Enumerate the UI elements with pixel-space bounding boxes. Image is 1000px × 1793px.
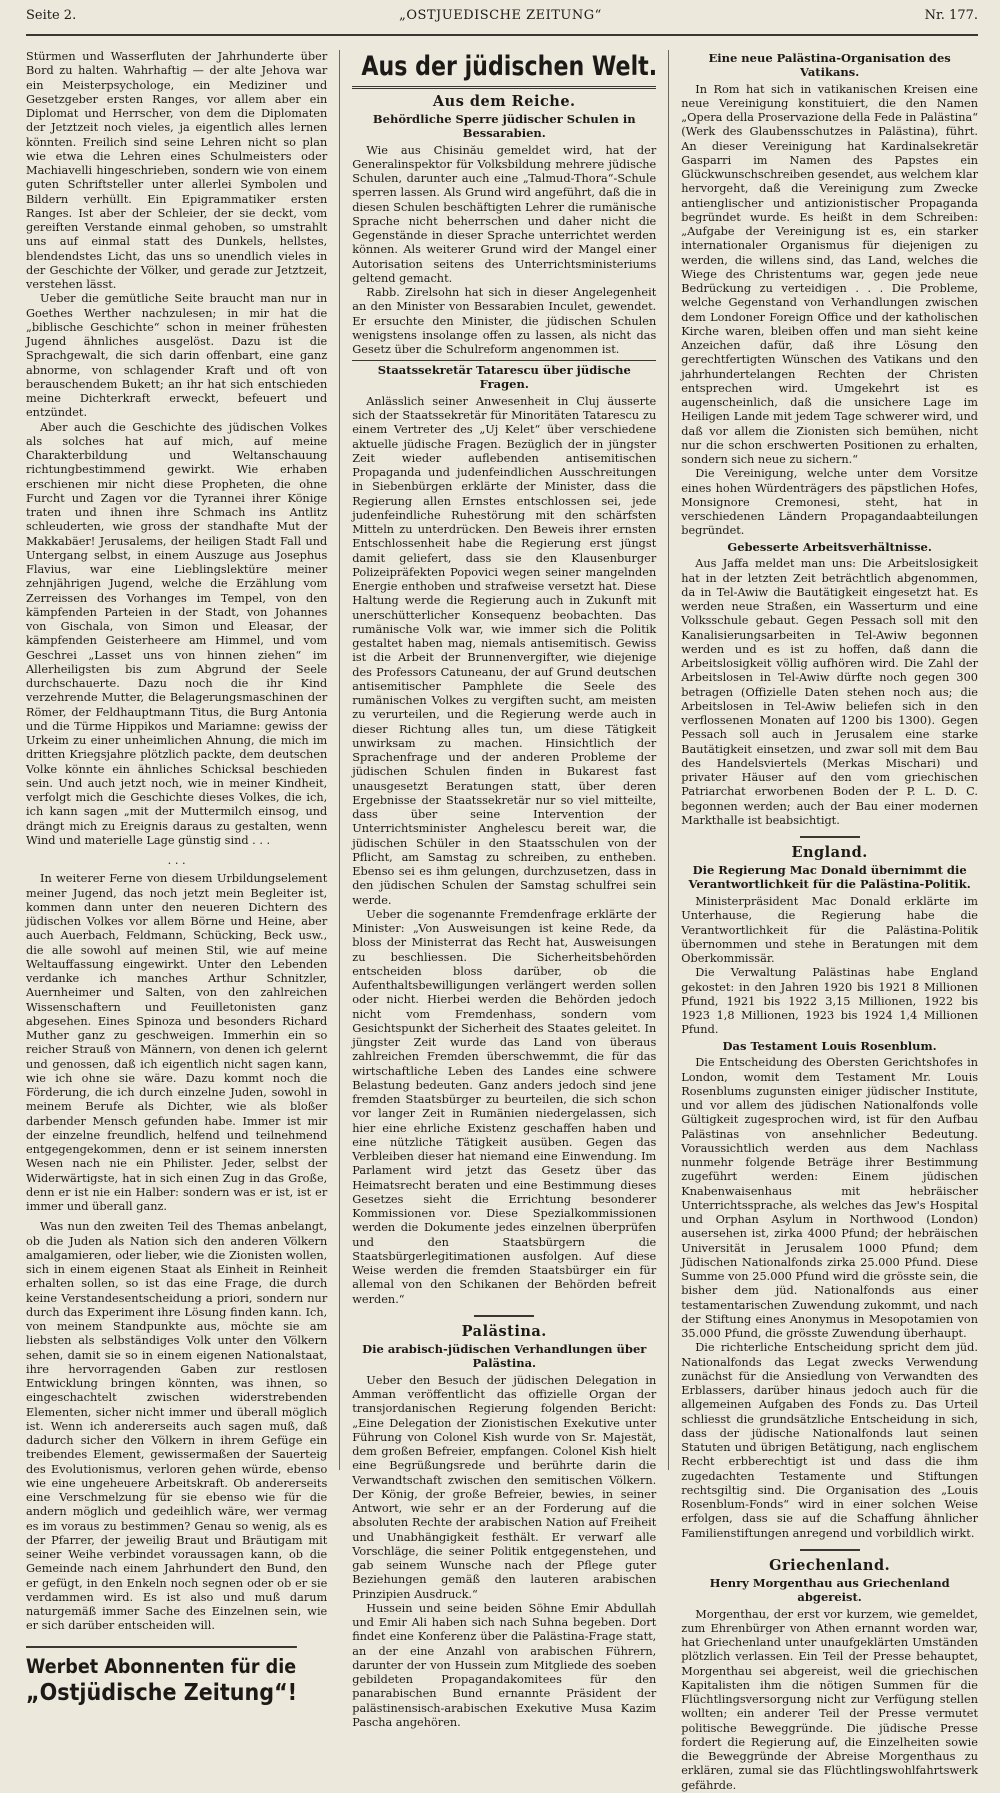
paragraph: Die Entscheidung des Obersten Gerichtshofes in London, womit dem Testament Mr. Louis Rosenblums zugunsten einiger jüdischer Institute, und vor allem des jüdischen Nationalfonds volle Gültigkeit zugesprochen wird, ist für den Aufbau Palästinas von ansehnlicher Bedeutung. Voraussichtlich werden aus dem Nachlass nunmehr folgende Beträge ihrer Bestimmung zugeführt werden: Einem jüdischen Knabenwaisenhaus mit hebräischer Unterrichtssprache, als welches das Jew's Hospital und Orphan Asylum in Northwood (London) ausersehen ist, zirka 4000 Pfund; der hebräischen Universität in Jerusalem 1000 Pfund; dem Jüdischen Nationalfonds zirka 25.000 Pfund. Diese Summe von 25.000 Pfund wird die grösste sein, die bisher dem jüd. Nationalfonds aus einer testamentarischen Zuwendung zukommt, und nach der Stiftung eines Anonymus in Mesopotamien von 35.000 Pfund, die grösste Zuwendung überhaupt. [681,1056,978,1341]
separator-dots: . . . [167,854,186,867]
paragraph: Aber auch die Geschichte des jüdischen Volkes als solches hat auf mich, auf meine Charakterbildung und Weltanschauung richtungbestimmend gewirkt. Wie erhaben erschienen mir nicht diese Propheten, die ohne Furcht und Zagen vor die Tyrannei ihrer Könige traten und ihnen ihre Schmach ins Antlitz schleuderten, wie gross der standhafte Mut der Makkabäer! Jerusalems, der heiligen Stadt Fall und Untergang selbst, in einem Auszuge aus Josephus Flavius, war eine Lieblingslektüre meiner zehnjährigen Jugend, welche die Erzählung vom Zerreissen des Vorhanges im Tempel, von den kämpfenden Parteien in der Stadt, von Johannes von Gischala, von Simon und Eleasar, der kämpfenden Geisterheere am Himmel, und vom Geschrei „Lasset uns von hinnen ziehen“ im Allerheiligsten bis zum Abgrund der Seele durchschauerte. Dazu noch die ihr Kind verzehrende Mutter, die Belagerungsmaschinen der Römer, der Feldhauptmann Titus, die Burg Antonia und die Türme Hippikos und Mariamne: gewiss der Urkeim zu einer unheimlichen Ahnung, die mich im dritten Kriegsjahre plötzlich packte, dem deutschen Volke könnte ein ähnliches Schicksal beschieden sein. Und auch jetzt noch, wie in meiner Kindheit, verfolgt mich die Geschichte dieses Volkes, die ich, ich kann sagen „mit der Muttermilch einsog, und drängt mich zu Ereignis daraus zu gestalten, wenn Wind und materielle Lage günstig sind . . . [26,420,328,847]
paragraph: Die richterliche Entscheidung spricht dem jüd. Nationalfonds das Legat zwecks Verwendung zunächst für die Ansiedlung von Verwandten des Erblassers, darüber hinaus jedoch auch für die allgemeinen Aufgaben des Fonds zu. Das Urteil schliesst die grundsätzliche Entscheidung in sich, dass der jüdische Nationalfonds laut seinen Statuten und übrigen Betätigung, nach englischem Recht erbberechtigt ist und dass die ihm zugedachten Testamente und Stiftungen rechtsgiltig sind. Die Organisation des „Louis Rosenblum-Fonds“ wird in einer solchen Weise erfolgen, dass sie auf die Schaffung ähnlicher Familienstiftungen anregend und vorbildlich wirkt. [681,1341,978,1540]
section-heading: Palästina. [461,1322,547,1340]
ad-line: „Ostjüdische Zeitung“! [26,1679,298,1706]
section-heading: Aus dem Reiche. [432,92,576,110]
article-headline: Staatssekretär Tatarescu über jüdische Fragen. [377,363,631,392]
article-headline: Die Regierung Mac Donald übernimmt die Verantwortlichkeit für die Palästina-Politik. [688,863,971,892]
page-header [26,8,978,36]
article-headline: Gebesserte Arbeitsverhältnisse. [727,539,932,554]
ad-line: Werbet Abonnenten für die [26,1654,297,1678]
paragraph: Ministerpräsident Mac Donald erklärte im Unterhause, die Regierung habe die Verantwortlichkeit für die Palästina-Politik übernommen und stehe in Beratungen mit dem Oberkommissär. [681,895,978,966]
page-number: Seite 2. [26,8,77,23]
article-headline: Eine neue Palästina-Organisation des Vatikans. [708,51,951,79]
paragraph: In weiterer Ferne von diesem Urbildungselement meiner Jugend, das noch jetzt mein Begleiter ist, kommen dann unter den neueren Dichtern des jüdischen Volkes vor allem Börne und Heine, aber auch Auerbach, Feldmann, Schücking, Beck usw., die alle sowohl auf meinen Stil, wie auf meine Weltauffassung eingewirkt. Unter den Lebenden verdanke ich manches Arthur Schnitzler, Auernheimer und Salten, von den zahlreichen Wissenschaftern und Feuilletonisten ganz abgesehen. Eines Spinoza und besonders Richard Muther ganz zu geschweigen. Immerhin ein so reicher Strauß von Männern, von denen ich gelernt und genossen, daß ich eigentlich nicht sagen kann, wie ich ohne sie wäre. Dazu kommt noch die Förderung, die ich durch einzelne Juden, sowohl in meinem Berufe als Dichter, wie als bloßer darbender Mensch gefunden habe. Immer ist mir der einzelne freundlich, helfend und teilnehmend entgegengekommen, denn er ist seinem innersten Wesen nach nie ein Philister. Jeder, selbst der Widerwärtigste, hat in sich einen Zug in das Große, denn er ist nie ein Halber: sondern was er ist, ist er immer und überall ganz. [26,872,328,1213]
divider [474,1315,534,1317]
section-banner: Aus der jüdischen Welt. [361,51,658,82]
paragraph: Ueber den Besuch der jüdischen Delegation in Amman veröffentlicht das offizielle Organ der transjordanischen Regierung folgenden Bericht: „Eine Delegation der Zionistischen Exekutive unter Führung von Colonel Kish wurde von Sr. Majestät, dem großen Befreier, empfangen. Colonel Kish hielt eine Begrüßungsrede und berührte darin die Verwandtschaft zwischen den semitischen Völkern. Der König, der große Befreier, bewies, in seiner Antwort, wie sehr er an der Forderung auf die absoluten Rechte der arabischen Nation auf Freiheit und Unabhängigkeit festhält. Er verwarf alle Vorschläge, die seiner Politik entgegenstehen, und gab seinem Wunsche nach der Pflege guter Beziehungen gemäß den lauteren arabischen Prinzipien Ausdruck.“ [352,1373,657,1601]
column-left [26,50,340,1706]
divider [352,360,656,361]
divider [352,86,656,89]
section-heading: England. [791,844,868,862]
paragraph: Ueber die sogenannte Fremdenfrage erklärte der Minister: „Von Ausweisungen ist keine Rede, da bloss der Ministerrat das Recht hat, Ausweisungen zu beschliessen. Die Sicherheitsbehörden entscheiden bloss darüber, ob die Aufenthaltsbewilligungen verlängert werden sollen oder nicht. Hierbei werden die Behörden jedoch nicht vom Fremdenhass, sondern vom Gesichtspunkt der Sicherheit des Staates geleitet. In jüngster Zeit wurde das Land von überaus zahlreichen Fremden überschwemmt, die für das wirtschaftliche Leben des Landes eine schwere Belastung bedeuten. Ganz anders jedoch sind jene fremden Staatsbürger zu beurteilen, die sich schon vor langer Zeit in Rumänien niedergelassen, sich hier eine ehrliche Existenz geschaffen haben und eine nützliche Tätigkeit ausüben. Gegen das Verbleiben dieser hat niemand eine Einwendung. Im Parlament wird jetzt das Gesetz über das Heimatsrecht beraten und eine Bestimmung dieses Gesetzes sieht die Errichtung besonderer Kommissionen vor. Diese Spezialkommissionen werden die Dokumente jedes einzelnen überprüfen und den Staatsbürgern die Staatsbürgerlegitimationen ausfolgen. Auf diese Weise werden die fremden Staatsbürger ein für allemal von den Schikanen der Behörden befreit werden.“ [352,907,657,1306]
paragraph: Was nun den zweiten Teil des Themas anbelangt, ob die Juden als Nation sich den anderen Völkern amalgamieren, oder lieber, wie die Zionisten wollen, sich in einem eigenen Staat als Einheit in Reinheit erhalten sollen, so ist das eine Frage, die durch keine Verstandesentscheidung a priori, sondern nur durch das Experiment ihre Lösung finden kann. Ich, von meinem Standpunkte aus, möchte sie am liebsten als selbständiges Volk unter den Völkern sehen, damit sie so in einem eigenen Nationalstaat, ihre hervorragenden Gaben zur restlosen Entwicklung bringen könnten, was ihnen, so eingeschachtelt zwischen widerstrebenden Elementen, sicher nicht immer und überall möglich ist. Wenn ich andererseits auch sagen muß, daß dadurch sicher den Völkern in ihrem Gefüge ein treibendes Element, gewissermaßen der Sauerteig des Evolutionismus, verloren gehen würde, ebenso wie eine ungeheuere Arbeitskraft. Ob andererseits eine Verschmelzung für sie ebenso wie für die andern möglich und gedeihlich wäre, wer vermag es im voraus zu bestimmen? Genau so wenig, als es der Pfarrer, der jeweilig Braut und Bräutigam mit seiner Weihe verbindet voraussagen kann, ob die Gemeinde nach einem Jahrhundert den Bund, den er gefügt, in den Enkeln noch segnen oder ob er sie verdammen wird. Es ist also und muß darum naturgemäß immer Sache des Einzelnen sein, wie er sich darüber entscheiden will. [26,1220,328,1633]
masthead-title: „OSTJUEDISCHE ZEITUNG“ [399,8,602,23]
paragraph: In Rom hat sich in vatikanischen Kreisen eine neue Vereinigung konstituiert, die den Namen „Opera della Proservazione della Fede in Palästina“ (Werk des Glaubensschutzes in Palästina), führt. An dieser Vereinigung hat Kardinalsekretär Gasparri im Namen des Papstes ein Glückwunschschreiben gesendet, aus welchem klar hervorgeht, daß die Vereinigung zum Zwecke antienglischer und antizionistischer Propaganda begründet wurde. Es heißt in dem Schreiben: „Aufgabe der Vereinigung ist es, ein starker internationaler Organismus für diejenigen zu werden, die willens sind, das Land, welches die Wiege des Christentums war, gegen jede neue Bedrückung zu verteidigen . . . Die Probleme, welche Gegenstand von Verhandlungen zwischen dem Londoner Foreign Office und der katholischen Kirche waren, bleiben offen und man sieht keine Anzeichen dafür, daß ihre Lösung den gerechtfertigten Wünschen des Vatikans und den jahrhundertelangen Rechten der Christen entsprechen wird. Umgekehrt ist es augenscheinlich, daß die unsichere Lage im Heiligen Lande mit jedem Tage schwerer wird, und daß vor allem die Zionisten sich bemühen, nicht nur die schon erschwerten Positionen zu erhalten, sondern sich neue zu sichern.“ [681,82,978,467]
paragraph: Die Vereinigung, welche unter dem Vorsitze eines hohen Würdenträgers des päpstlichen Hofes, Monsignore Cremonesi, steht, hat in verschiedenen Ländern Propagandaabteilungen begründet. [681,467,978,538]
paragraph: Die Verwaltung Palästinas habe England gekostet: in den Jahren 1920 bis 1921 8 Millionen Pfund, 1921 bis 1922 3,15 Millionen, 1922 bis 1923 1,8 Millionen, 1923 bis 1924 1,4 Millionen Pfund. [681,966,978,1037]
article-headline: Die arabisch-jüdischen Verhandlungen über Palästina. [362,1342,647,1371]
article-headline: Behördliche Sperre jüdischer Schulen in Bessarabien. [372,111,636,140]
paragraph: Hussein und seine beiden Söhne Emir Abdullah und Emir Ali haben sich nach Suhna begeben. Dort findet eine Konferenz über die Palästina-Frage statt, an der eine Anzahl von arabischen Führern, darunter der von Hussein zum Mitgliede des soeben gebildeten Propagandakomitees für den panarabischen Bund ernannte Präsident der palästinensisch-arabischen Exekutive Musa Kazim Pascha angehören. [352,1601,657,1729]
divider [800,1549,860,1551]
column-middle [340,50,669,1729]
paragraph: Rabb. Zirelsohn hat sich in dieser Angelegenheit an den Minister von Bessarabien Inculet, gewendet. Er ersuchte den Minister, die jüdischen Schulen wenigstens insolange offen zu lassen, als nicht das Gesetz über die Schulreform angenommen ist. [352,286,657,357]
issue-number: Nr. 177. [924,8,978,23]
section-heading: Griechenland. [769,1556,891,1574]
divider [800,836,860,838]
paragraph: Anlässlich seiner Anwesenheit in Cluj äusserte sich der Staatssekretär für Minoritäten Tatarescu zu einem Vertreter des „Uj Kelet“ über verschiedene aktuelle jüdische Fragen. Bezüglich der in jüngster Zeit wieder auflebenden antisemitischen Propaganda und judenfeindlichen Ausschreitungen in Siebenbürgen erklärte der Minister, dass die Regierung allen Ernstes entschlossen sei, jede judenfeindliche Ruhestörung mit den schärfsten Mitteln zu unterdrücken. Den Beweis ihrer ernsten Entschlossenheit habe die Regierung erst jüngst damit geliefert, dass sie den Klausenburger Polizeipräfekten Popovici wegen seiner mangelnden Energie enthoben und strafweise versetzt hat. Diese Haltung werde die Regierung auch in Zukunft mit unerschütterlicher Konsequenz beobachten. Das rumänische Volk war, wie immer sich die Politik gestaltet haben mag, niemals antisemitisch. Gewiss ist die Arbeit der Brunnenvergifter, wie diejenige des Professors Catuneanu, der auf Grund deutschen antisemitischer Pamphlete die Seele des rumänischen Volkes zu vergiften sucht, am meisten zu verurteilen, und die Regierung werde auch in dieser Richtung alles tun, um diese Tätigkeit unwirksam zu machen. Hinsichtlich der Sprachenfrage und der anderen Probleme der jüdischen Schulen finden in Bukarest fast unausgesetzt Beratungen statt, über deren Ergebnisse der Staatssekretär nur so viel mitteilte, dass über seine Intervention der Unterrichtsminister Anghelescu bereit war, die jüdischen Schüler in den Staatsschulen von der Pflicht, am Samstag zu schreiben, zu entheben. Ebenso sei es ihm gelungen, durchzusetzen, dass in den jüdischen Schulen der Samstag schulfrei sein werde. [352,394,657,907]
article-headline: Das Testament Louis Rosenblum. [722,1038,937,1053]
paragraph: Ueber die gemütliche Seite braucht man nur in Goethes Werther nachzulesen; in mir hat die „biblische Geschichte“ schon in meiner frühesten Jugend ähnliches ausgelöst. Dazu ist die Sprachgewalt, die sich darin offenbart, eine ganz abnorme, von schlagender Kraft und oft von berauschendem Bukett; an ihr hat sich entschieden meine Dichterkraft erweckt, befeuert und entzündet. [26,292,328,420]
paragraph: Morgenthau, der erst vor kurzem, wie gemeldet, zum Ehrenbürger von Athen ernannt worden war, hat Griechenland unter unaufgeklärten Umständen plötzlich verlassen. Ein Teil der Presse behauptet, Morgenthau sei abgereist, weil die griechischen Kapitalisten ihm die nötigen Summen für die Flüchtlingsversorgung nicht zur Verfügung stellen wollten; ein anderer Teil der Presse vermutet politische Beweggründe. Die jüdische Presse fordert die Regierung auf, die Einzelheiten sowie die Beweggründe der Abreise Morgenthaus zu erklären, zumal sie das Flüchtlingswohlfahrtswerk gefährde. [681,1607,978,1792]
article-headline: Henry Morgenthau aus Griechenland abgereist. [709,1576,950,1604]
paragraph: Aus Jaffa meldet man uns: Die Arbeitslosigkeit hat in der letzten Zeit beträchtlich abgenommen, da in Tel-Awiw die Bautätigkeit eingesetzt hat. Es werden neue Straßen, ein Wasserturm und eine Volksschule gebaut. Gegen Pessach soll mit den Kanalisierungsarbeiten in Tel-Awiw begonnen werden und es ist zu hoffen, daß dann die Arbeitslosigkeit völlig aufhören wird. Die Zahl der Arbeitslosen in Tel-Awiw dürfte noch gegen 300 betragen (Offizielle Daten stehen noch aus; die Arbeitslosen in Tel-Awiw beliefen sich in den verflossenen Monaten auf 1200 bis 1300). Gegen Pessach soll auch in Jerusalem eine starke Bautätigkeit einsetzen, und zwar soll mit dem Bau des Handelsviertels (Merkas Mischari) und privater Häuser auf den vom griechischen Patriarchat erworbenen Boden der P. L. D. C. begonnen werden; auch der Bau einer modernen Markthalle ist beabsichtigt. [681,557,978,827]
column-right [669,50,978,1792]
paragraph: Stürmen und Wasserfluten der Jahrhunderte über Bord zu halten. Wahrhaftig — der alte Jehova war ein Meisterpsychologe, ein Mediziner und Gesetzgeber ersten Ranges, vor allem aber ein Diplomat und Herrscher, von dem die Diplomaten der Jetztzeit noch vieles, ja eigentlich alles lernen könnten. Freilich sind seine Lehren nicht so plan wie etwa die Lehren eines Schulmeisters oder Machiavelli hingeschrieben, sondern wie von einem guten Schriftsteller unter allerlei Symbolen und Bildern verhüllt. Ein Epigrammatiker ersten Ranges. Ist aber der Schleier, der sie deckt, vom gereiften Verstande einmal gehoben, so umstrahlt uns auf einmal statt des Dunkels, hellstes, blendendstes Licht, das uns so unendlich vieles in der Geschichte der Völker, und gerade zur Jetztzeit, verstehen lässt. [26,50,328,291]
paragraph: Wie aus Chisinău gemeldet wird, hat der Generalinspektor für Volksbildung mehrere jüdische Schulen, darunter auch eine „Talmud-Thora“-Schule sperren lassen. Als Grund wird angeführt, daß die in diesen Schulen beschäftigten Lehrer die rumänische Sprache nicht beherrschen und daher nicht die Gegenstände in dieser Sprache unterrichtet werden können. Als weiterer Grund wird der Mangel einer Autorisation seitens des Unterrichtsministeriums geltend gemacht. [352,143,657,285]
subscription-ad [26,1646,297,1709]
